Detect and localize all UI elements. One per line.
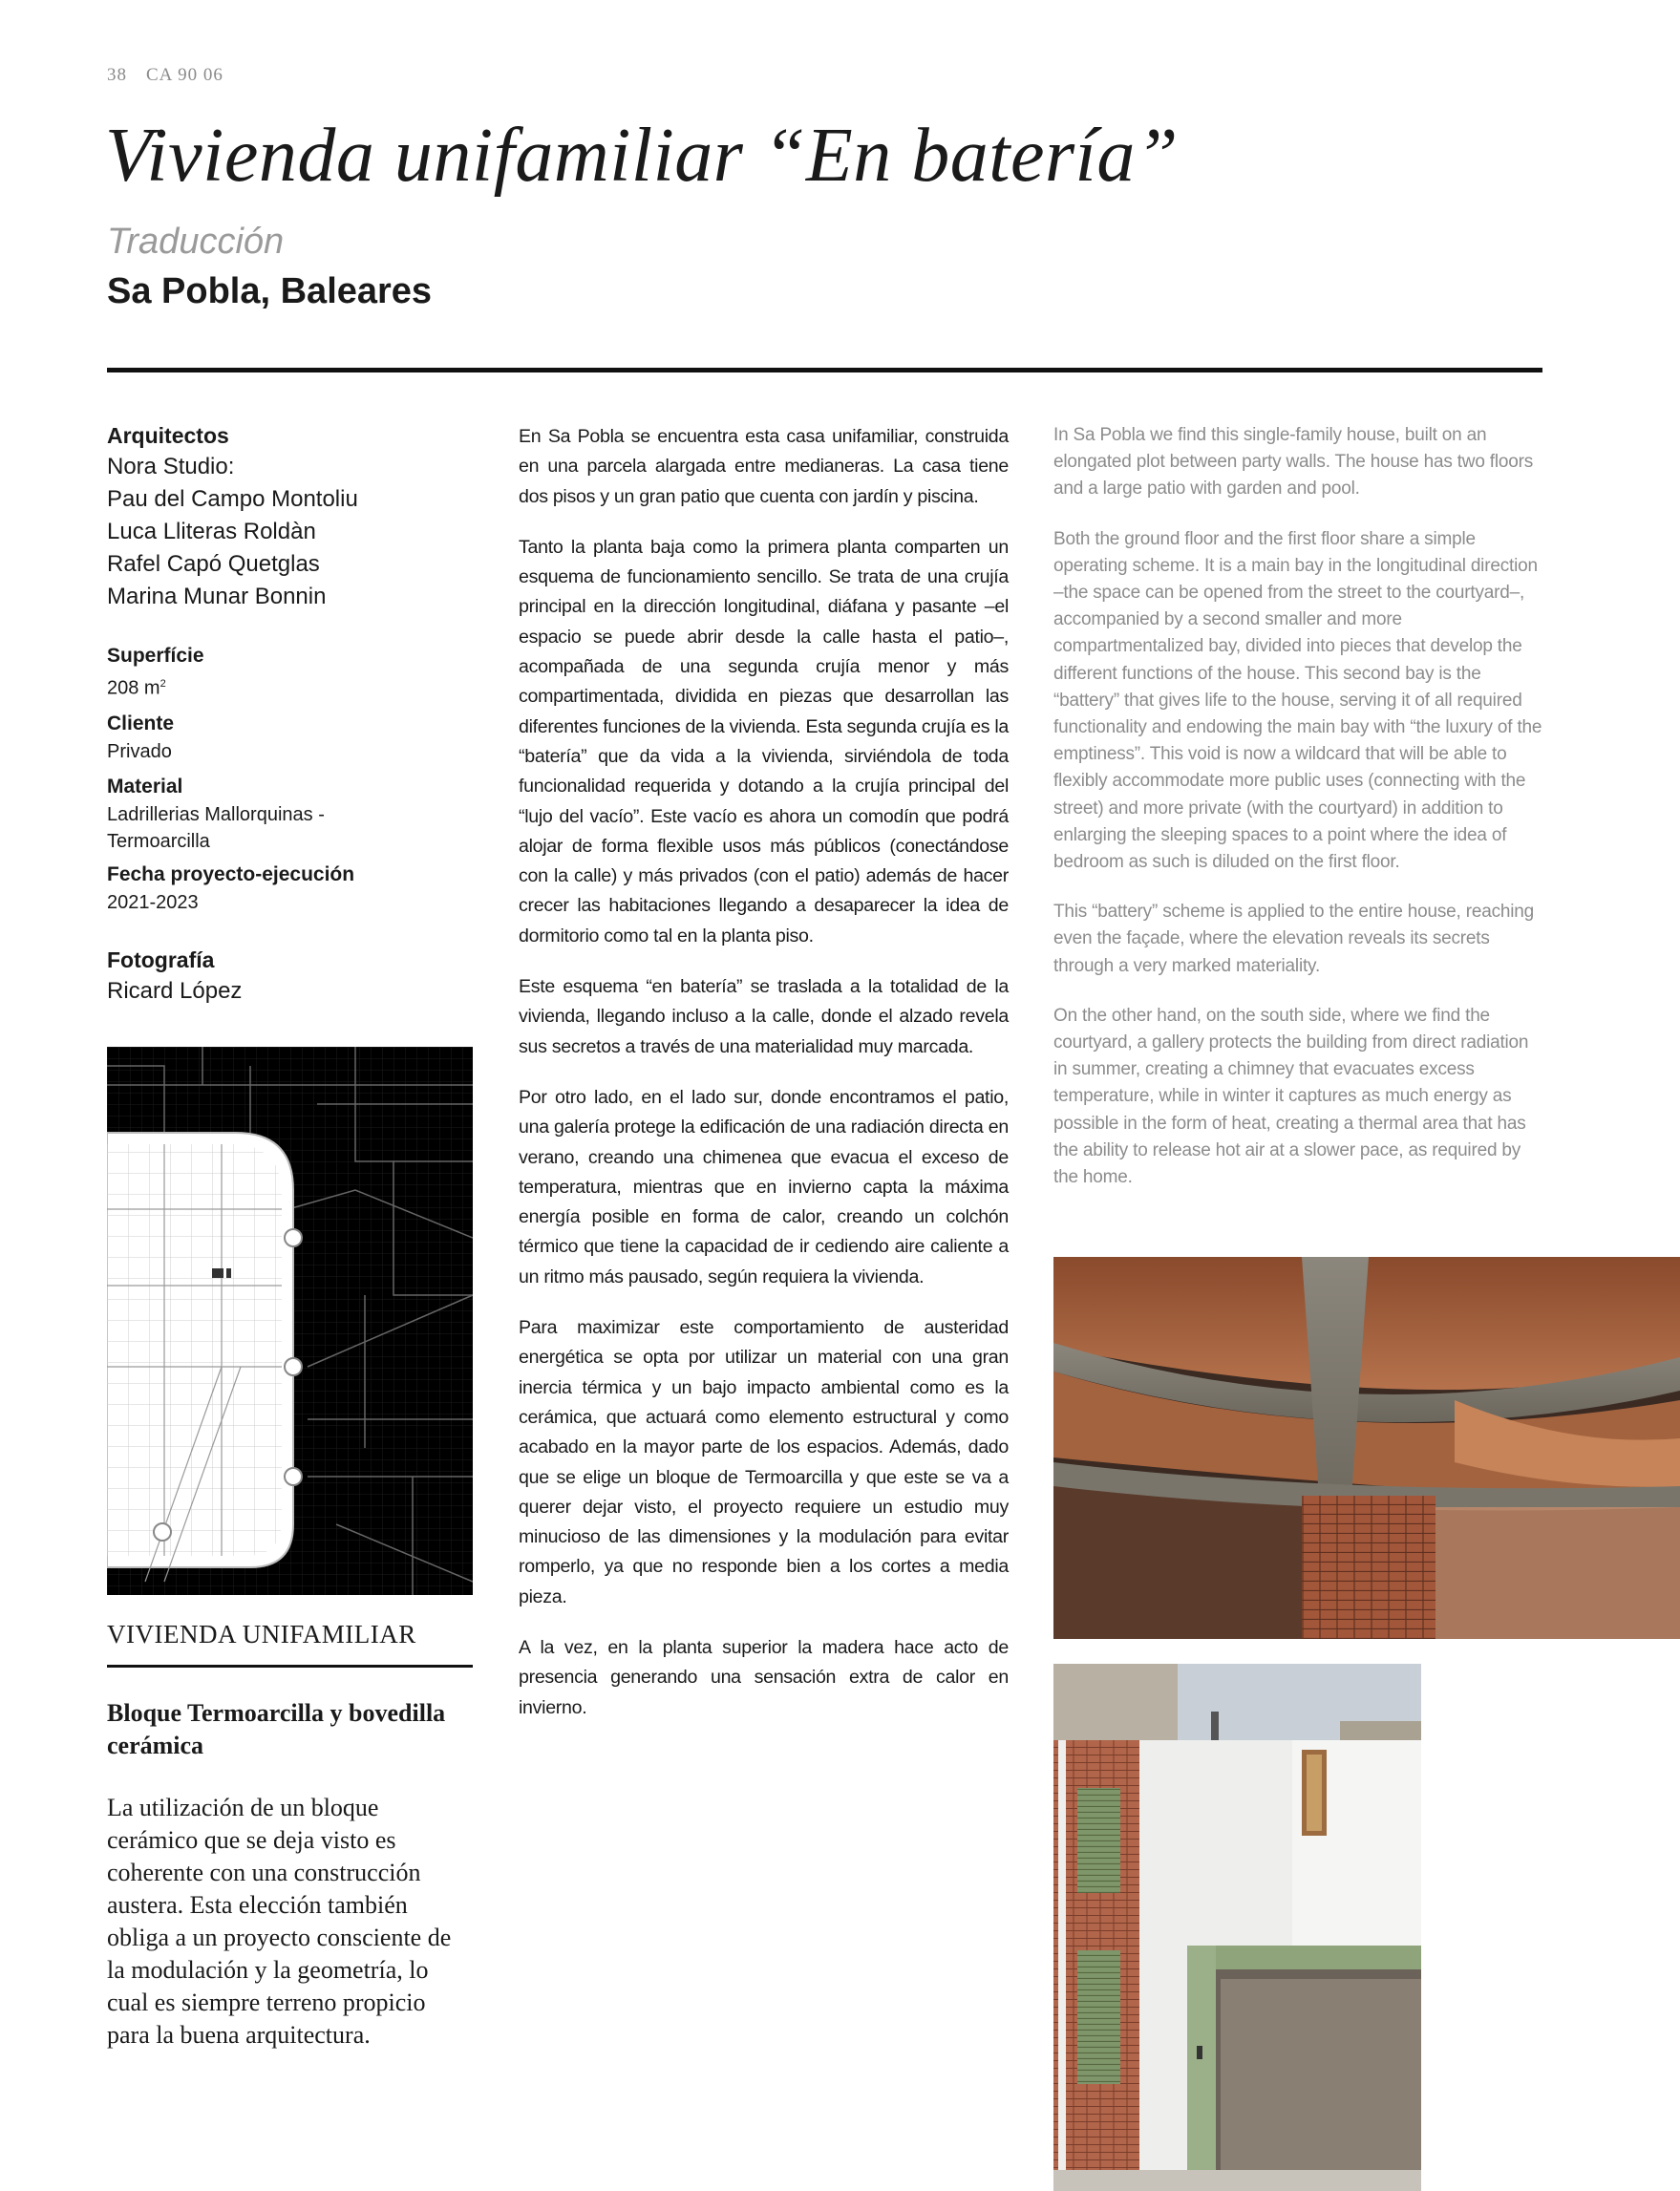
sidebar-body: La utilización de un bloque cerámico que se deja visto es coherente con una construcción austera. Esta elección también obliga a un proyecto consciente de la modulación y la geometría, lo cual es siempre terreno propicio para la buena arquitectura. bbox=[107, 1794, 452, 2049]
spanish-text-column bbox=[519, 422, 1009, 1744]
article-location: Sa Pobla, Baleares bbox=[107, 271, 433, 311]
sidebar-heading: Bloque Termoarcilla y bovedilla cerámica bbox=[107, 1699, 446, 1759]
spanish-paragraph: Por otro lado, en el lado sur, donde encontramos el patio, una galería protege la edificación de una radiación directa en verano, creando una chimenea que evacua el exceso de temperatura, mientras que en invierno capta la máxima energía posible en forma de calor, creando un colchón térmico que tiene la capacidad de ir cediendo aire caliente a un ritmo más pausado, según requiera la vivienda. bbox=[519, 1086, 1009, 1287]
surface-unit-sup: 2 bbox=[159, 678, 166, 690]
surface-number: 208 m bbox=[107, 677, 160, 699]
spanish-paragraph: A la vez, en la planta superior la madera hace acto de presencia generando una sensación extra de calor en invierno. bbox=[519, 1636, 1009, 1718]
surface-label: Superfície bbox=[107, 645, 204, 667]
spanish-paragraph: Tanto la planta baja como la primera planta comparten un esquema de funcionamiento sencillo. Se trata de una crujía principal en la dirección longitudinal, diáfana y pasante –el espacio se puede abrir desde la calle hasta el patio–, acompañada de una segunda crujía menor y más compartimentada, dividida en piezas que desarrollan las diferentes funciones de la vivienda. Esta segunda crujía es la “batería” que da vida a la vivienda, sirviéndola de toda funcionalidad requerida y dotando a la crujía principal del “lujo del vacío”. Este vacío es ahora un comodín que podrá alojar de forma flexible usos más públicos (conectándose con la calle) y más privados (con el patio) además de hacer crecer las habitaciones llegando a desaparecer la idea de dormitorio como tal en la planta piso. bbox=[519, 536, 1009, 947]
architects-label: Arquitectos bbox=[107, 423, 229, 448]
material-value: Termoarcilla bbox=[107, 830, 210, 852]
page-header bbox=[107, 65, 243, 86]
english-paragraph: Both the ground floor and the first floor share a simple operating scheme. It is a main bay in the longitudinal direction –the space can be opened from the street to the courtyard–, accompanied by a second smaller and more compartmentalized bay, divided into pieces that develop the different functions of the house. This second bay is the “battery” that gives life to the house, serving it of all required functionality and endowing the main bay with “the luxury of the emptiness”. This void is now a wildcard that will be able to flexibly accommodate more public uses (connecting with the street) and more private (with the courtyard) in addition to enlarging the sleeping spaces to a point where the idea of bedroom as such is diluded on the first floor. bbox=[1053, 528, 1542, 873]
photography-value: Ricard López bbox=[107, 977, 243, 1004]
material-value: Ladrillerias Mallorquinas - bbox=[107, 803, 325, 825]
page-number: 38 bbox=[107, 65, 127, 85]
spanish-paragraph: En Sa Pobla se encuentra esta casa unifamiliar, construida en una parcela alargada entre medianeras. La casa tiene dos pisos y un gran patio que cuenta con jardín y piscina. bbox=[519, 426, 1009, 507]
material-label: Material bbox=[107, 775, 183, 798]
architect-line: Marina Munar Bonnin bbox=[107, 584, 327, 609]
english-paragraph: This “battery” scheme is applied to the entire house, reaching even the façade, where the elevation reveals its secrets through a very marked materiality. bbox=[1053, 902, 1534, 976]
dates-value: 2021-2023 bbox=[107, 891, 199, 913]
surface-value bbox=[107, 670, 470, 702]
spanish-paragraph: Este esquema “en batería” se traslada a la totalidad de la vivienda, llegando incluso a la calle, donde el alzado revela sus secretos a través de una materialidad muy marcada. bbox=[519, 976, 1009, 1057]
sidebar-divider bbox=[107, 1665, 473, 1668]
article-subtitle: Traducción bbox=[107, 222, 285, 262]
spanish-paragraph: Para maximizar este comportamiento de austeridad energética se opta por utilizar un material con una gran inercia térmica y un bajo impacto ambiental como es la cerámica, que actuará como elemento estructural y como acabado en la mayor parte de los espacios. Además, dado que se elige un bloque de Termoarcilla y que este se va a querer dejar visto, el proyecto requiere un estudio muy minucioso de las dimensiones y la modulación para evitar romperlo, ya que no responde bien a los cortes a media pieza. bbox=[519, 1317, 1009, 1607]
english-paragraph: On the other hand, on the south side, where we find the courtyard, a gallery protects the building from direct radiation in summer, creating a chimney that evacuates excess temperature, while in winter it captures as much energy as possible in the form of heat, creating a thermal area that has the ability to release hot air at a slower pace, as required by the home. bbox=[1053, 1005, 1529, 1188]
english-paragraph: In Sa Pobla we find this single-family house, built on an elongated plot between party walls. The house has two floors and a large patio with garden and pool. bbox=[1053, 425, 1534, 500]
journal-issue: CA 90 06 bbox=[146, 65, 223, 85]
site-plan-image bbox=[107, 1047, 473, 1595]
facade-photo bbox=[1053, 1664, 1421, 2191]
article-title: Vivienda unifamiliar “En batería” bbox=[105, 114, 1179, 198]
client-value: Privado bbox=[107, 740, 172, 762]
english-text-column bbox=[1053, 422, 1542, 1214]
architect-line: Pau del Campo Montoliu bbox=[107, 486, 358, 512]
photography-label: Fotografía bbox=[107, 947, 215, 972]
credits-block bbox=[107, 420, 470, 1008]
architect-line: Luca Lliteras Roldàn bbox=[107, 519, 316, 544]
architect-line: Rafel Capó Quetglas bbox=[107, 551, 320, 577]
header-divider bbox=[107, 368, 1542, 372]
client-label: Cliente bbox=[107, 712, 175, 734]
sidebar-section-title: VIVIENDA UNIFAMILIAR bbox=[107, 1620, 416, 1649]
architect-line: Nora Studio: bbox=[107, 454, 235, 479]
dates-label: Fecha proyecto-ejecución bbox=[107, 862, 355, 885]
ceiling-vault-photo bbox=[1053, 1257, 1680, 1639]
